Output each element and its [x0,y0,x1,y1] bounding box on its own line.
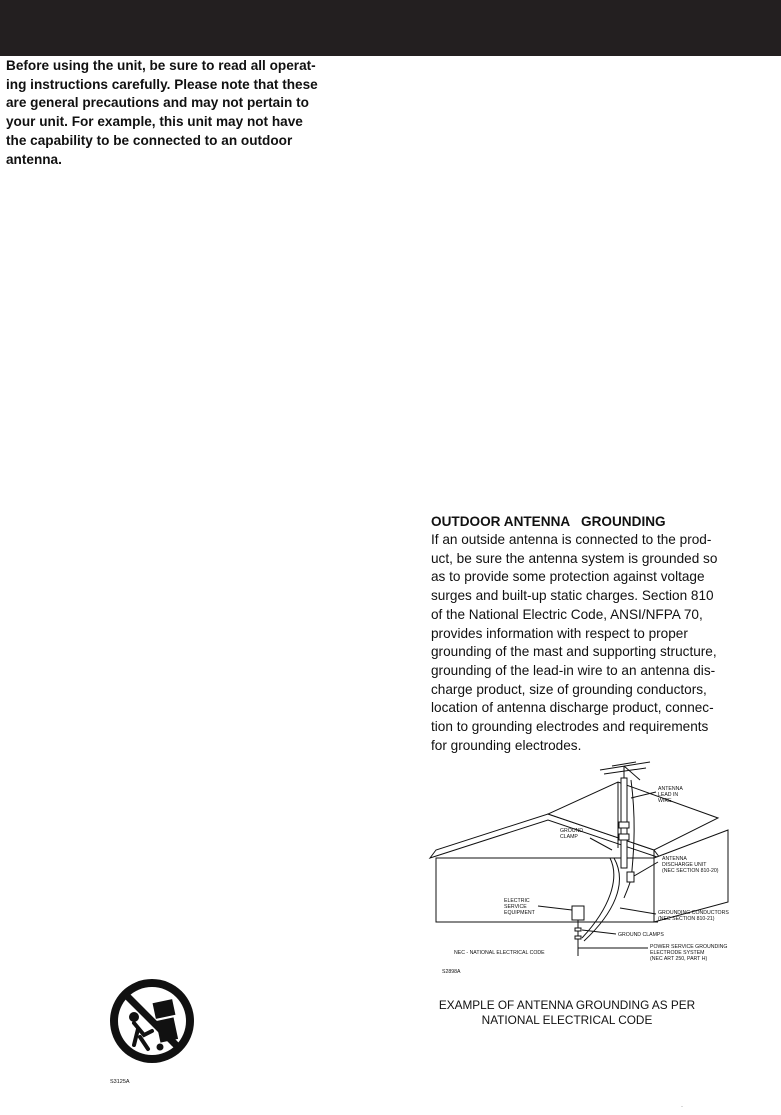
label-discharge-unit-2: DISCHARGE UNIT [662,862,707,868]
label-antenna-lead: ANTENNA [658,786,683,792]
antenna-grounding-illustration [428,758,768,983]
label-discharge-unit: ANTENNA [662,856,687,862]
grounding-body: If an outside antenna is connected to the prod- uct, be sure the antenna system is grounded so as to provide some protection against voltage surges and built-up static charges. Section 810 of the National Electric Code, ANSI/NFPA 70, provides information with respect to proper grounding of the mast and supporting structure, grounding of the lead-in wire to an antenna dis- charge product, size of grounding conductors, location of antenna discharge product, connec- tion to grounding electrodes and requirements for grounding electrodes. [431,532,718,753]
label-grounding-conductors: GROUNDING CONDUCTORS [658,910,729,916]
label-electric-service-2: SERVICE [504,904,527,910]
label-antenna-lead-2: LEAD IN [658,792,679,798]
diagram-caption: EXAMPLE OF ANTENNA GROUNDING AS PER NATIONAL ELECTRICAL CODE [438,998,696,1027]
cart-warning-symbol [104,975,200,1087]
cart-code: S3125A [110,1079,130,1085]
label-electric-service-3: EQUIPMENT [504,910,535,916]
diagram-code: S2898A [442,969,461,975]
antenna-grounding-diagram [428,758,768,983]
label-ground-clamp: GROUND [560,828,584,834]
label-power-service-3: (NEC ART 250, PART H) [650,956,708,962]
grounding-section [431,513,776,755]
header-bar [0,0,781,56]
page-mark: · [681,1104,683,1110]
discharge-unit [627,872,634,882]
label-antenna-lead-3: WIRE [658,798,672,804]
label-power-service: POWER SERVICE GROUNDING [650,944,728,950]
label-ground-clamp-2: CLAMP [560,834,578,840]
label-ground-clamps: GROUND CLAMPS [618,932,664,938]
label-nec: NEC - NATIONAL ELECTRICAL CODE [454,950,545,956]
label-discharge-unit-3: (NEC SECTION 810-20) [662,868,719,874]
intro-paragraph: Before using the unit, be sure to read all operat- ing instructions carefully. Please note that these are general precautions and may not pertain to your unit. For example, this unit may not have the capability to be connected to an outdoor antenna. [6,58,318,167]
label-electric-service: ELECTRIC [504,898,530,904]
cart-warning-icon [104,975,200,1087]
electric-service-box [572,906,584,920]
label-grounding-conductors-2: (NEC SECTION 810-21) [658,916,715,922]
grounding-heading: OUTDOOR ANTENNA GROUNDING [431,514,666,529]
label-power-service-2: ELECTRODE SYSTEM [650,950,705,956]
